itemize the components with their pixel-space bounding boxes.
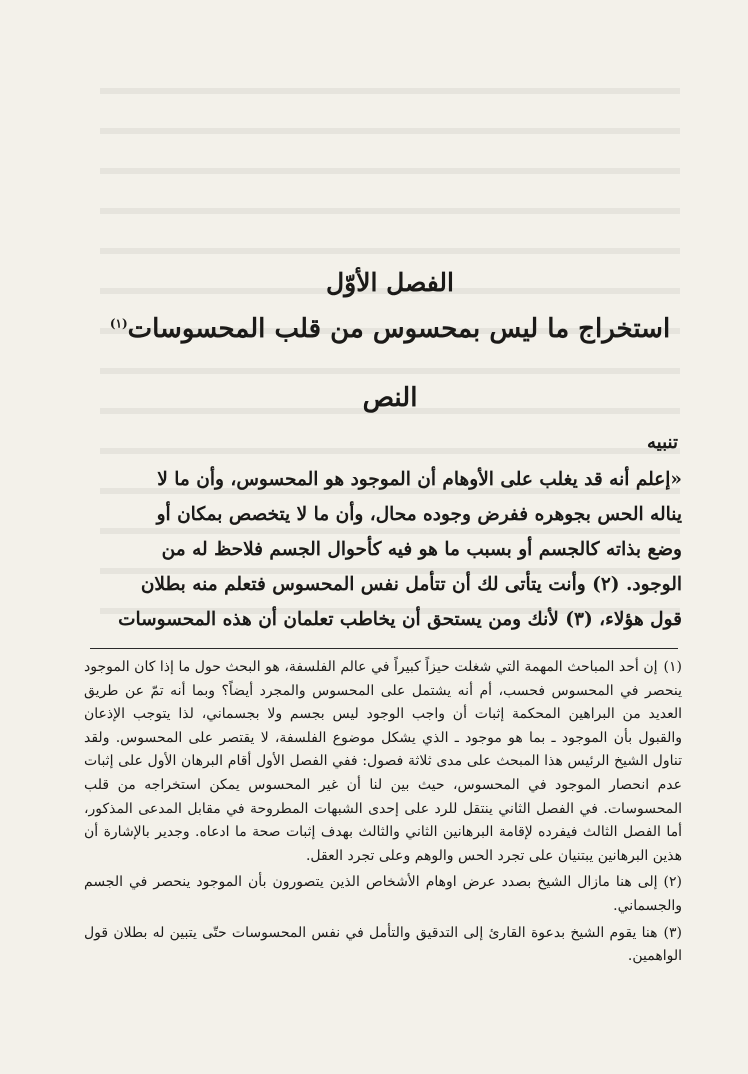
section-title-text: استخراج ما ليس بمحسوس من قلب المحسوسات [127,314,671,344]
section-title-footnote-ref: (١) [109,316,128,331]
body-line: الوجود. (٢) وأنت يتأتى لك أن تتأمل نفس المحسوس فتعلم منه بطلان [140,574,682,595]
footnote-number: (٣) [663,924,682,941]
footnote-number: (٢) [663,874,682,891]
tanbih-label: تنبيه [647,432,678,453]
footnote-text: هنا يقوم الشيخ بدعوة القارئ إلى التدقيق والتأمل في نفس المحسوسات حتّى يتبين له بطلان قول الواهمين. [84,924,682,965]
footnote-3 [84,922,682,969]
footnote-number: (١) [663,659,682,675]
body-line: يناله الحس بجوهره ففرض وجوده محال، وأن ما لا يتخصص بمكان أو [156,504,682,525]
body-line: قول هؤلاء، (٣) لأنك ومن يستحق أن يخاطب تعلمان أن هذه المحسوسات [118,609,682,630]
footnote-2 [84,871,682,918]
section-title [100,314,680,344]
text-heading: النص [362,383,418,413]
footnote-separator [90,648,678,649]
body-line: وضع بذاته كالجسم أو بسبب ما هو فيه كأحوال الجسم فلاحظ له من [161,539,682,560]
body-line: «إعلم أنه قد يغلب على الأوهام أن الموجود هو المحسوس، وأن ما لا [157,469,682,490]
body-paragraph [94,462,682,637]
footnote-text: إلى هنا مازال الشيخ بصدد عرض اوهام الأشخاص الذين يتصورون بأن الموجود ينحصر في الجسم والجسماني. [84,874,682,914]
footnotes [84,656,682,972]
footnote-1 [84,656,682,868]
chapter-title: الفصل الأوّل [326,268,454,297]
footnote-text: إن أحد المباحث المهمة التي شغلت حيزاً كبيراً في عالم الفلسفة، هو البحث حول ما إذا كان الموجود ينحصر في المحسوس فحسب، أم أنه يشتمل على المحسوس والمجرد أيضاً؟ وبما أنه تمّ عن طريق العديد من البراهين المحكمة إثبات أن واجب الوجود ليس بجسم ولا بجسماني، لذا يتوجب الإذعان والقبول بأن الموجود ـ بما هو موجود ـ الذي يشكل موضوع الفلسفة، لا يقتصر على المحسوس. ولقد تناول الشيخ الرئيس هذا المبحث على مدى ثلاثة فصول: ففي الفصل الأول أقام البرهان الأول على إثبات عدم انحصار الموجود في المحسوس، حيث بين لنا أن غير المحسوس يمكن استخراجه من قلب المحسوسات. في الفصل الثاني ينتقل للرد على إحدى الشبهات المطروحة في مقابل المدعى المذكور، أما الفصل الثالث فيفرده لإقامة البرهانين الثاني والثالث بهدف إثبات صحة ما ادعاه. وجدير بالإشارة أن هذين البرهانين يبتنيان على تجرد الحس والوهم وعلى تجرد العقل. [84,659,682,864]
